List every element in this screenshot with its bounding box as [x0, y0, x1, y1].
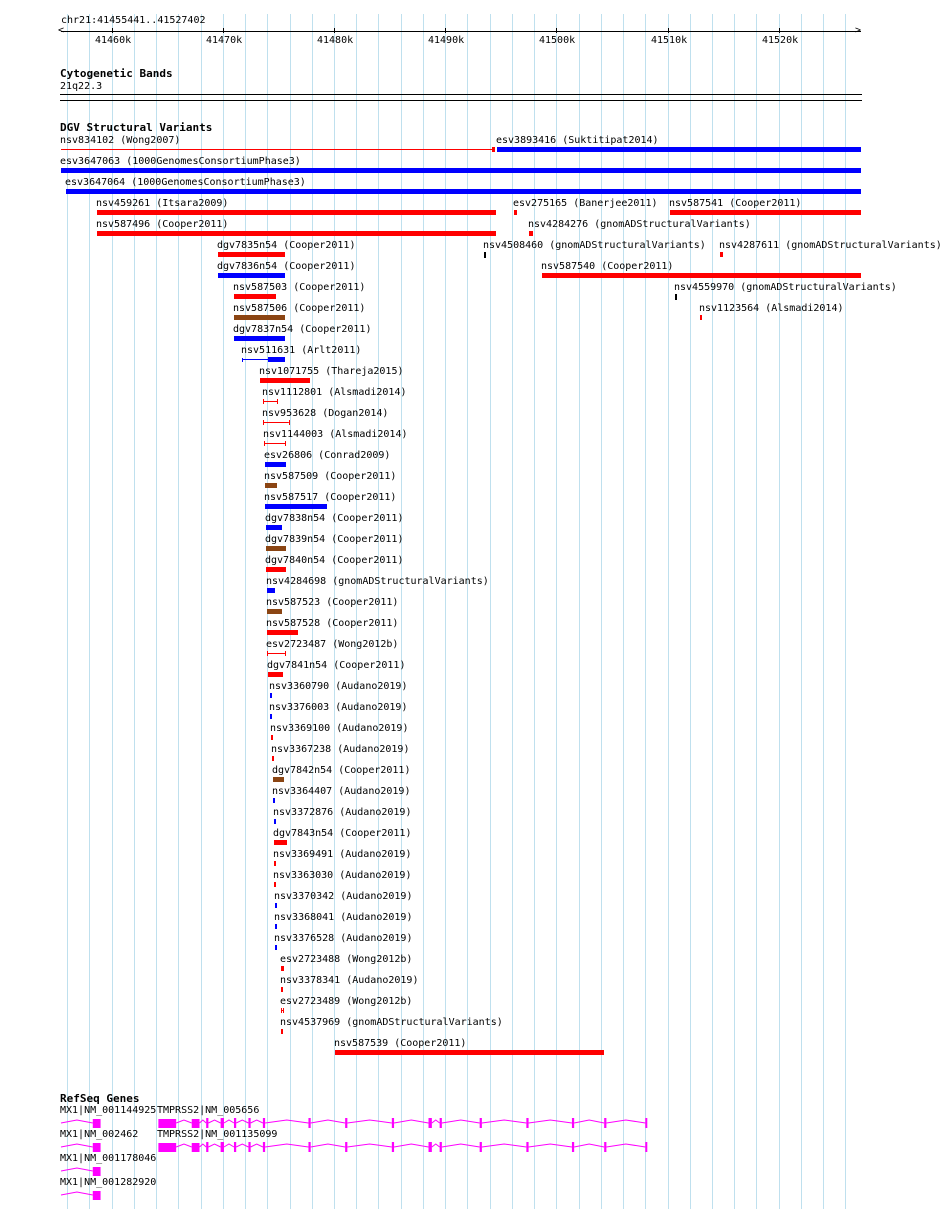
dgv-feature-label[interactable]: esv3647063 (1000GenomesConsortiumPhase3) — [60, 156, 301, 167]
dgv-feature-bar[interactable] — [266, 567, 286, 572]
dgv-feature-bar[interactable] — [335, 1050, 604, 1055]
dgv-feature-label[interactable]: nsv4284276 (gnomADStructuralVariants) — [528, 219, 751, 230]
cytoband-label: 21q22.3 — [60, 81, 103, 92]
refseq-exon — [248, 1118, 250, 1128]
ruler-tick — [668, 28, 669, 33]
dgv-feature-label[interactable]: nsv3376528 (Audano2019) — [274, 933, 413, 944]
refseq-transcript-label[interactable]: TMPRSS2|NM_001135099 — [157, 1129, 278, 1140]
refseq-exon — [429, 1118, 432, 1128]
dgv-feature-label[interactable]: dgv7836n54 (Cooper2011) — [217, 261, 356, 272]
refseq-exon — [572, 1142, 574, 1152]
dgv-feature-bar[interactable] — [272, 756, 274, 761]
dgv-feature-bar[interactable] — [542, 273, 861, 278]
refseq-exon — [93, 1119, 101, 1128]
dgv-feature-bar[interactable] — [61, 168, 861, 173]
dgv-feature-bar[interactable] — [529, 231, 533, 236]
dgv-feature-bar[interactable] — [275, 924, 277, 929]
refseq-intron — [236, 1120, 248, 1123]
refseq-exon — [93, 1167, 101, 1176]
dgv-feature-bar[interactable] — [484, 252, 486, 258]
dgv-feature-label[interactable]: esv3647064 (1000GenomesConsortiumPhase3) — [65, 177, 306, 188]
dgv-feature-label[interactable]: dgv7839n54 (Cooper2011) — [265, 534, 404, 545]
cytobands-title: Cytogenetic Bands — [60, 67, 173, 80]
refseq-exon — [345, 1142, 347, 1152]
refseq-intron — [529, 1144, 572, 1147]
dgv-feature-bar[interactable] — [266, 546, 286, 551]
dgv-feature-bar[interactable] — [218, 252, 285, 257]
dgv-feature-label[interactable]: nsv1112801 (Alsmadi2014) — [262, 387, 407, 398]
ruler-tick-label: 41460k — [95, 35, 132, 46]
refseq-exon — [429, 1142, 432, 1152]
dgv-feature-label[interactable]: nsv587503 (Cooper2011) — [233, 282, 366, 293]
dgv-feature-label[interactable]: nsv3368041 (Audano2019) — [274, 912, 413, 923]
dgv-feature-label[interactable]: dgv7835n54 (Cooper2011) — [217, 240, 356, 251]
ruler-tick-label: 41470k — [206, 35, 243, 46]
dgv-feature-bar[interactable] — [265, 462, 286, 467]
dgv-feature-bar[interactable] — [268, 672, 282, 677]
dgv-feature-label[interactable]: nsv4287611 (gnomADStructuralVariants) — [719, 240, 942, 251]
refseq-intron — [606, 1120, 645, 1123]
refseq-intron — [251, 1144, 263, 1147]
dgv-feature-bar[interactable] — [273, 798, 275, 803]
dgv-feature-bar[interactable] — [234, 315, 285, 320]
dgv-feature-label[interactable]: nsv4537969 (gnomADStructuralVariants) — [280, 1017, 503, 1028]
ruler-tick-label: 41500k — [539, 35, 576, 46]
dgv-feature-bar[interactable] — [97, 210, 496, 215]
dgv-feature-bar[interactable] — [700, 315, 702, 320]
refseq-intron — [208, 1144, 220, 1147]
refseq-track-title: RefSeq Genes — [60, 1092, 140, 1105]
refseq-intron — [224, 1144, 234, 1147]
ruler-tick — [112, 28, 113, 33]
dgv-feature-bar[interactable] — [218, 273, 285, 278]
dgv-feature-label[interactable]: nsv3360790 (Audano2019) — [269, 681, 408, 692]
dgv-feature-label[interactable]: nsv459261 (Itsara2009) — [96, 198, 229, 209]
ruler-tick — [223, 28, 224, 33]
ruler-left-arrow: < — [58, 25, 65, 36]
dgv-feature-label[interactable]: nsv587540 (Cooper2011) — [541, 261, 674, 272]
dgv-track-title: DGV Structural Variants — [60, 121, 213, 134]
refseq-intron — [606, 1144, 645, 1147]
dgv-feature-bar[interactable] — [263, 399, 279, 404]
ruler-tick-label: 41480k — [317, 35, 354, 46]
dgv-feature-label[interactable]: nsv3363030 (Audano2019) — [273, 870, 412, 881]
dgv-feature-label[interactable]: nsv3378341 (Audano2019) — [280, 975, 419, 986]
refseq-exon — [440, 1118, 442, 1128]
refseq-intron — [311, 1144, 345, 1147]
location-label: chr21:41455441..41527402 — [61, 15, 206, 26]
dgv-feature-bar[interactable] — [263, 420, 290, 425]
dgv-feature-label[interactable]: dgv7843n54 (Cooper2011) — [273, 828, 412, 839]
refseq-intron — [442, 1120, 480, 1123]
ruler-tick — [445, 28, 446, 33]
refseq-exon — [263, 1118, 265, 1128]
refseq-exon — [480, 1118, 482, 1128]
dgv-feature-bar[interactable] — [675, 294, 677, 300]
refseq-exon — [572, 1118, 574, 1128]
refseq-exon — [440, 1142, 442, 1152]
dgv-feature-bar[interactable] — [670, 210, 861, 215]
cytoband-line-bottom — [60, 100, 862, 101]
dgv-feature-label[interactable]: nsv587496 (Cooper2011) — [96, 219, 229, 230]
refseq-exon — [345, 1118, 347, 1128]
dgv-feature-label[interactable]: dgv7841n54 (Cooper2011) — [267, 660, 406, 671]
dgv-feature-bar[interactable] — [266, 525, 282, 530]
dgv-feature-bar[interactable] — [281, 1029, 283, 1034]
dgv-feature-label[interactable]: nsv1144003 (Alsmadi2014) — [263, 429, 408, 440]
refseq-exon — [206, 1142, 208, 1152]
dgv-feature-bar[interactable] — [267, 609, 281, 614]
dgv-feature-bar[interactable] — [267, 630, 298, 635]
dgv-feature-tick — [242, 358, 243, 362]
dgv-feature-bar[interactable] — [265, 483, 277, 488]
ruler-tick-label: 41520k — [762, 35, 799, 46]
ruler-right-arrow: > — [855, 25, 862, 36]
dgv-feature-endcap — [492, 147, 495, 152]
dgv-feature-label[interactable]: nsv3376003 (Audano2019) — [269, 702, 408, 713]
dgv-feature-bar[interactable] — [267, 588, 275, 593]
dgv-feature-bar[interactable] — [273, 777, 284, 782]
dgv-feature-label[interactable]: dgv7838n54 (Cooper2011) — [265, 513, 404, 524]
dgv-feature-label[interactable]: nsv587523 (Cooper2011) — [266, 597, 399, 608]
refseq-intron — [311, 1120, 345, 1123]
refseq-exon — [308, 1142, 310, 1152]
dgv-feature-bar[interactable] — [270, 714, 272, 719]
refseq-intron — [347, 1120, 391, 1123]
dgv-feature-bar[interactable] — [274, 882, 276, 887]
dgv-feature-label[interactable]: nsv3370342 (Audano2019) — [274, 891, 413, 902]
dgv-feature-label[interactable]: dgv7840n54 (Cooper2011) — [265, 555, 404, 566]
dgv-feature-label[interactable]: nsv953628 (Dogan2014) — [262, 408, 389, 419]
refseq-intron — [482, 1144, 526, 1147]
refseq-exon — [234, 1142, 236, 1152]
dgv-feature-bar[interactable] — [97, 231, 496, 236]
dgv-feature-block — [268, 357, 285, 362]
dgv-feature-label[interactable]: nsv587509 (Cooper2011) — [264, 471, 397, 482]
ruler-tick — [556, 28, 557, 33]
dgv-feature-label[interactable]: nsv3369100 (Audano2019) — [270, 723, 409, 734]
dgv-feature-bar[interactable] — [260, 378, 310, 383]
refseq-intron — [208, 1120, 220, 1123]
dgv-feature-bar[interactable] — [66, 189, 861, 194]
dgv-feature-bar[interactable] — [281, 966, 284, 971]
dgv-feature-label[interactable]: nsv4284698 (gnomADStructuralVariants) — [266, 576, 489, 587]
dgv-feature-label[interactable]: esv2723489 (Wong2012b) — [280, 996, 413, 1007]
dgv-feature-label[interactable]: nsv1071755 (Thareja2015) — [259, 366, 404, 377]
refseq-intron — [529, 1120, 572, 1123]
refseq-transcript-label[interactable]: MX1|NM_001178046 — [60, 1153, 157, 1164]
refseq-transcript-label[interactable]: MX1|NM_001144925 — [60, 1105, 157, 1116]
dgv-feature-label[interactable]: esv26806 (Conrad2009) — [264, 450, 391, 461]
dgv-feature-label[interactable]: esv3893416 (Suktitipat2014) — [496, 135, 659, 146]
dgv-feature-bar[interactable] — [271, 735, 273, 740]
refseq-transcript-label[interactable]: TMPRSS2|NM_005656 — [157, 1105, 260, 1116]
refseq-exon — [158, 1143, 176, 1152]
dgv-feature-label[interactable]: nsv587517 (Cooper2011) — [264, 492, 397, 503]
refseq-exon — [526, 1118, 528, 1128]
dgv-feature-label[interactable]: nsv587539 (Cooper2011) — [334, 1038, 467, 1049]
dgv-feature-bar[interactable] — [267, 651, 286, 656]
dgv-feature-label[interactable]: nsv4559970 (gnomADStructuralVariants) — [674, 282, 897, 293]
dgv-feature-label[interactable]: nsv3364407 (Audano2019) — [272, 786, 411, 797]
dgv-feature-label[interactable]: nsv3369491 (Audano2019) — [273, 849, 412, 860]
refseq-exon — [604, 1142, 606, 1152]
dgv-feature-bar[interactable] — [514, 210, 517, 215]
refseq-intron — [482, 1120, 526, 1123]
dgv-feature-label[interactable]: nsv3372876 (Audano2019) — [273, 807, 412, 818]
refseq-exon — [93, 1143, 101, 1152]
refseq-intron — [251, 1120, 263, 1123]
refseq-transcript-label[interactable]: MX1|NM_002462 — [60, 1129, 139, 1140]
dgv-feature-label[interactable]: dgv7837n54 (Cooper2011) — [233, 324, 372, 335]
refseq-exon — [480, 1142, 482, 1152]
refseq-exon — [263, 1142, 265, 1152]
ruler-tick — [779, 28, 780, 33]
dgv-feature-bar[interactable] — [61, 149, 494, 150]
ruler-tick-label: 41490k — [428, 35, 465, 46]
dgv-feature-label[interactable]: nsv3367238 (Audano2019) — [271, 744, 410, 755]
refseq-transcript-label[interactable]: MX1|NM_001282920 — [60, 1177, 157, 1188]
refseq-intron — [224, 1120, 234, 1123]
refseq-exon — [392, 1118, 394, 1128]
dgv-feature-bar[interactable] — [281, 987, 283, 992]
dgv-feature-bar[interactable] — [275, 903, 277, 908]
refseq-exon — [158, 1119, 176, 1128]
dgv-feature-label[interactable]: esv275165 (Banerjee2011) — [513, 198, 658, 209]
refseq-exon — [206, 1118, 208, 1128]
refseq-exon — [93, 1191, 101, 1200]
dgv-feature-bar[interactable] — [234, 336, 285, 341]
dgv-feature-label[interactable]: nsv511631 (Arlt2011) — [241, 345, 362, 356]
ruler-axis — [61, 31, 861, 32]
refseq-exon — [192, 1119, 200, 1128]
refseq-exon — [526, 1142, 528, 1152]
dgv-feature-label[interactable]: esv2723488 (Wong2012b) — [280, 954, 413, 965]
dgv-feature-label[interactable]: nsv4508460 (gnomADStructuralVariants) — [483, 240, 706, 251]
refseq-intron — [442, 1144, 480, 1147]
ruler-tick — [334, 28, 335, 33]
dgv-feature-label[interactable]: nsv587506 (Cooper2011) — [233, 303, 366, 314]
dgv-feature-label[interactable]: nsv587528 (Cooper2011) — [266, 618, 399, 629]
refseq-exon — [192, 1143, 200, 1152]
refseq-exon — [392, 1142, 394, 1152]
dgv-feature-label[interactable]: dgv7842n54 (Cooper2011) — [272, 765, 411, 776]
refseq-intron — [265, 1144, 308, 1147]
refseq-intron — [432, 1144, 440, 1147]
refseq-intron — [432, 1120, 440, 1123]
dgv-feature-bar[interactable] — [264, 441, 286, 446]
refseq-exon — [234, 1118, 236, 1128]
refseq-exon — [248, 1142, 250, 1152]
dgv-feature-label[interactable]: nsv1123564 (Alsmadi2014) — [699, 303, 844, 314]
dgv-feature-bar[interactable] — [497, 147, 861, 152]
refseq-intron — [347, 1144, 391, 1147]
refseq-intron — [265, 1120, 308, 1123]
dgv-feature-label[interactable]: nsv587541 (Cooper2011) — [669, 198, 802, 209]
dgv-feature-bar[interactable] — [274, 861, 276, 866]
dgv-feature-bar[interactable] — [720, 252, 723, 257]
dgv-feature-label[interactable]: esv2723487 (Wong2012b) — [266, 639, 399, 650]
dgv-feature-bar[interactable] — [274, 840, 287, 845]
dgv-feature-bar[interactable] — [281, 1008, 284, 1013]
ruler-tick-label: 41510k — [651, 35, 688, 46]
cytoband-line-top — [60, 94, 862, 95]
dgv-feature-bar[interactable] — [270, 693, 272, 698]
dgv-feature-bar[interactable] — [274, 819, 276, 824]
dgv-feature-bar[interactable] — [265, 504, 327, 509]
dgv-feature-bar[interactable] — [234, 294, 276, 299]
refseq-intron — [236, 1144, 248, 1147]
dgv-feature-label[interactable]: nsv834102 (Wong2007) — [60, 135, 181, 146]
refseq-exon — [308, 1118, 310, 1128]
refseq-exon — [604, 1118, 606, 1128]
dgv-feature-bar[interactable] — [275, 945, 277, 950]
